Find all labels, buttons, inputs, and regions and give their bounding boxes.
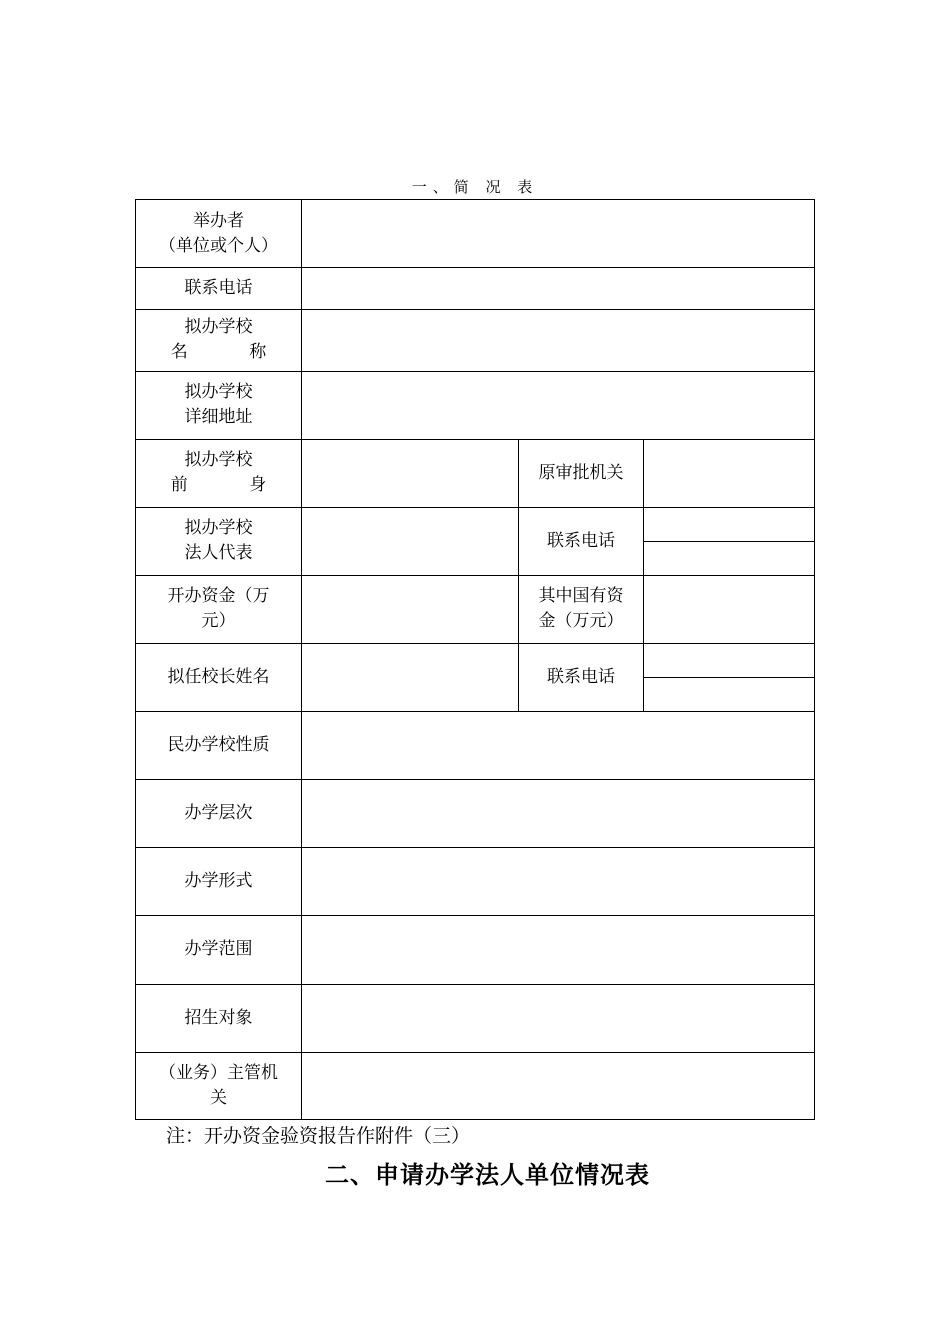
contact-phone-label: 联系电话: [184, 277, 253, 298]
supervisor-label: （业务）主管机 关: [159, 1062, 278, 1108]
school-nature-label: 民办学校性质: [167, 734, 270, 755]
principal-phone-field-1[interactable]: [644, 643, 814, 677]
sponsor-field[interactable]: [302, 200, 814, 267]
legal-rep-phone-field-1[interactable]: [644, 507, 814, 541]
principal-name-label: 拟任校长姓名: [167, 666, 270, 687]
original-approval-field[interactable]: [644, 439, 814, 507]
school-form-field[interactable]: [302, 847, 814, 915]
school-level-field[interactable]: [302, 779, 814, 847]
legal-rep-label: 拟办学校 法人代表: [184, 518, 253, 563]
school-predecessor-field[interactable]: [302, 439, 518, 507]
principal-name-field[interactable]: [302, 643, 518, 711]
contact-phone-field[interactable]: [302, 267, 814, 309]
section1-title: 一、简 况 表: [411, 178, 539, 196]
school-name-label: 拟办学校 名 称: [170, 317, 295, 362]
section2-title: 二、申请办学法人单位情况表: [325, 1160, 650, 1189]
enrollment-target-field[interactable]: [302, 984, 814, 1052]
overview-form-table: [135, 199, 815, 1120]
school-scope-label: 办学范围: [184, 939, 253, 959]
school-name-field[interactable]: [302, 309, 814, 371]
legal-rep-phone-label: 联系电话: [547, 530, 615, 551]
school-nature-field[interactable]: [302, 711, 814, 779]
school-predecessor-label: 拟办学校 前 身: [170, 450, 295, 495]
state-funds-field[interactable]: [644, 575, 814, 643]
principal-phone-label: 联系电话: [547, 666, 615, 687]
principal-phone-field-2[interactable]: [644, 678, 814, 711]
supervisor-field[interactable]: [302, 1052, 814, 1119]
startup-funds-field[interactable]: [302, 575, 518, 643]
school-form-label: 办学形式: [184, 870, 253, 891]
school-address-field[interactable]: [302, 371, 814, 439]
legal-rep-field[interactable]: [302, 507, 518, 575]
startup-funds-label: 开办资金（万 元）: [167, 586, 270, 631]
state-funds-label: 其中国有资 金（万元）: [538, 586, 624, 631]
school-level-label: 办学层次: [184, 802, 253, 823]
original-approval-label: 原审批机关: [538, 462, 624, 483]
school-address-label: 拟办学校 详细地址: [184, 382, 253, 427]
school-scope-field[interactable]: [302, 915, 814, 984]
sponsor-label: 举办者 （单位或个人）: [159, 210, 278, 256]
legal-rep-phone-field-2[interactable]: [644, 542, 814, 575]
attachment-note: 注：开办资金验资报告作附件（三）: [166, 1125, 471, 1147]
enrollment-target-label: 招生对象: [184, 1007, 253, 1028]
